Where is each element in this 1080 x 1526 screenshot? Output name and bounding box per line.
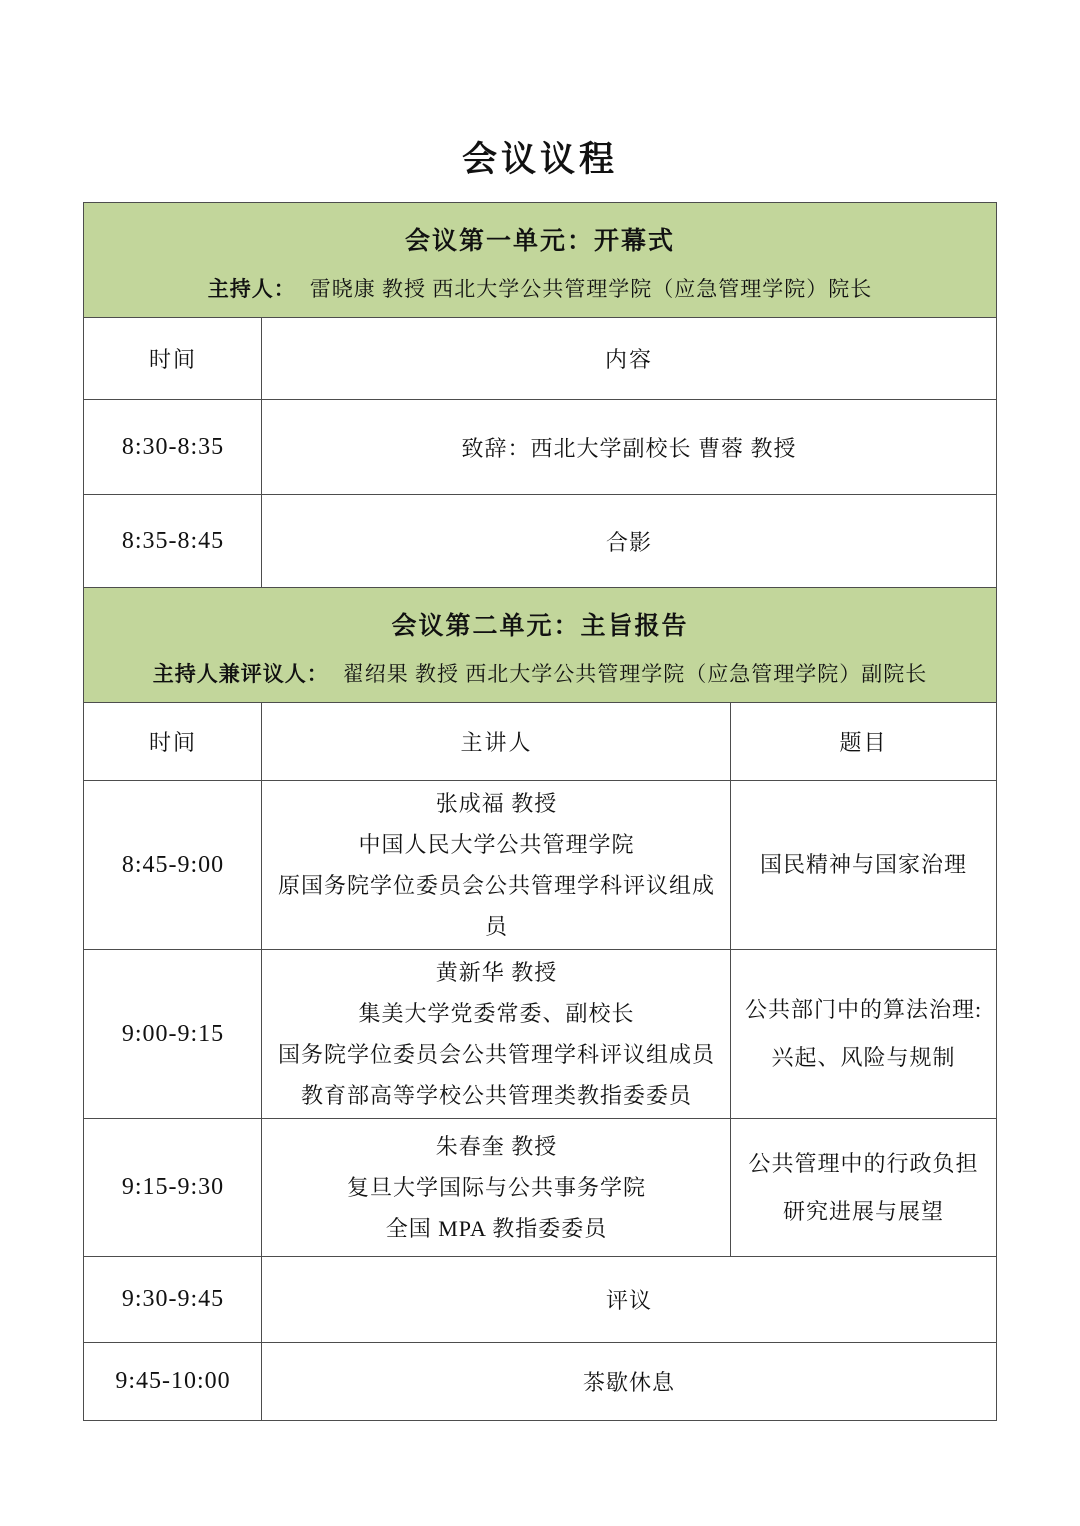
time-cell: 8:45-9:00 <box>84 781 262 950</box>
section2-colheader-row <box>84 703 996 781</box>
topic-cell: 国民精神与国家治理 <box>731 781 996 950</box>
speaker-name-line: 张成福 教授 <box>435 791 558 816</box>
col-header-speaker: 主讲人 <box>262 703 731 781</box>
table-row <box>84 950 996 1119</box>
session2-host-label: 主持人兼评议人： <box>152 662 329 686</box>
col-header-topic: 题目 <box>731 703 996 781</box>
topic-cell: 公共部门中的算法治理:兴起、风险与规制 <box>731 950 996 1119</box>
speaker-affiliation-line: 集美大学党委常委、副校长 <box>358 1001 635 1026</box>
session1-host-label: 主持人： <box>207 277 296 301</box>
content-cell: 合影 <box>262 495 996 588</box>
speaker-cell <box>262 781 731 950</box>
agenda-table <box>83 202 996 1421</box>
time-cell: 9:00-9:15 <box>84 950 262 1119</box>
col-header-time: 时间 <box>84 318 262 400</box>
session1-host-value: 雷晓康 教授 西北大学公共管理学院（应急管理学院）院长 <box>309 277 873 301</box>
session2-title: 会议第二单元：主旨报告 <box>391 613 689 640</box>
section2-header-cell <box>84 588 996 703</box>
section1-header-cell <box>84 203 996 318</box>
time-cell: 9:30-9:45 <box>84 1257 262 1343</box>
col-header-content: 内容 <box>262 318 996 400</box>
table-row <box>84 781 996 950</box>
content-cell: 茶歇休息 <box>262 1343 996 1421</box>
table-row <box>84 495 996 588</box>
speaker-cell <box>262 950 731 1119</box>
speaker-affiliation-line: 国务院学位委员会公共管理学科评议组成员 <box>277 1042 715 1067</box>
time-cell: 8:35-8:45 <box>84 495 262 588</box>
speaker-affiliation-line: 全国 MPA 教指委委员 <box>385 1216 608 1241</box>
page-title: 会议议程 <box>461 140 618 179</box>
session2-host-line <box>92 658 987 688</box>
time-cell: 9:45-10:00 <box>84 1343 262 1421</box>
table-row <box>84 1257 996 1343</box>
speaker-name-line: 朱春奎 教授 <box>435 1134 558 1159</box>
topic-cell: 公共管理中的行政负担研究进展与展望 <box>731 1119 996 1257</box>
session2-host-value: 翟绍果 教授 西北大学公共管理学院（应急管理学院）副院长 <box>342 662 928 686</box>
section1-header-row <box>84 203 996 318</box>
speaker-affiliation-line: 教育部高等学校公共管理类教指委委员 <box>300 1083 692 1108</box>
table-row <box>84 400 996 495</box>
section2-header-row <box>84 588 996 703</box>
table-row <box>84 1119 996 1257</box>
speaker-affiliation-line: 复旦大学国际与公共事务学院 <box>346 1175 646 1200</box>
speaker-name-line: 黄新华 教授 <box>435 960 558 985</box>
speaker-affiliation-line: 原国务院学位委员会公共管理学科评议组成员 <box>277 873 715 939</box>
content-cell: 致辞：西北大学副校长 曹蓉 教授 <box>262 400 996 495</box>
section1-colheader-row <box>84 318 996 400</box>
time-cell: 8:30-8:35 <box>84 400 262 495</box>
col-header-time: 时间 <box>84 703 262 781</box>
session1-host-line <box>92 273 987 303</box>
content-cell: 评议 <box>262 1257 996 1343</box>
speaker-affiliation-line: 中国人民大学公共管理学院 <box>358 832 635 857</box>
table-row <box>84 1343 996 1421</box>
session1-title: 会议第一单元：开幕式 <box>404 228 675 255</box>
speaker-cell <box>262 1119 731 1257</box>
time-cell: 9:15-9:30 <box>84 1119 262 1257</box>
